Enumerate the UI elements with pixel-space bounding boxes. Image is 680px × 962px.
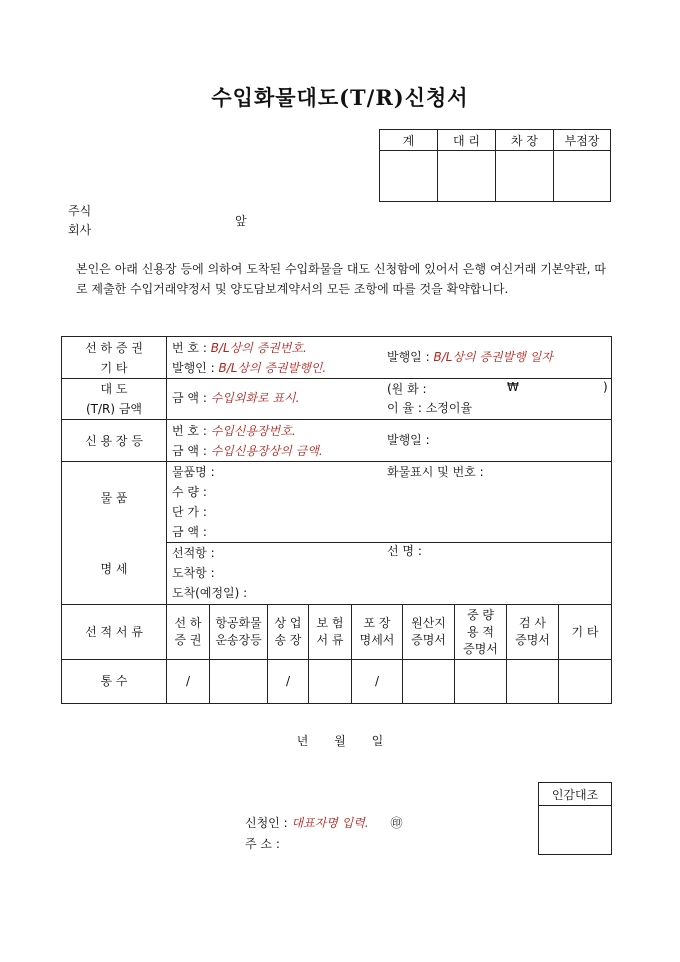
doc-col-inspection: 검 사 증명서 xyxy=(507,605,559,660)
signature-box[interactable] xyxy=(380,151,438,202)
lc-amount: 금 액 : 수입신용장상의 금액. xyxy=(172,443,323,458)
count-cell[interactable] xyxy=(309,660,352,704)
lc-number: 번 호 : 수입신용장번호. xyxy=(172,423,296,438)
count-cell[interactable] xyxy=(559,660,612,704)
won-close: ) xyxy=(603,380,608,394)
goods-qty: 수 량 : xyxy=(172,485,207,499)
doc-col-other: 기 타 xyxy=(559,605,612,660)
signature-box[interactable] xyxy=(554,151,611,202)
tr-amount-value[interactable]: 수입외화로 표시. xyxy=(210,391,300,405)
count-cell[interactable] xyxy=(507,660,559,704)
count-cell[interactable] xyxy=(403,660,455,704)
doc-col-bl: 선 하 증 권 xyxy=(167,605,210,660)
doc-col-insurance: 보 험 서 류 xyxy=(309,605,352,660)
applicant-name[interactable]: 대표자명 입력. xyxy=(291,816,369,830)
doc-col-weight: 중 량 용 적 증명서 xyxy=(455,605,507,660)
arrival-port: 도착항 : xyxy=(172,566,215,580)
document-title: 수입화물대도(T/R)신청서 xyxy=(211,85,469,110)
seal-check-header: 인감대조 xyxy=(539,783,612,806)
tr-cell xyxy=(167,379,612,420)
lc-number-value[interactable]: 수입신용장번호. xyxy=(210,423,296,438)
tr-label: 대 도 (T/R) 금액 xyxy=(62,379,167,420)
bl-cell xyxy=(167,337,612,379)
loading-port: 선적항 : xyxy=(172,546,215,560)
vessel-name: 선 명 : xyxy=(387,544,422,558)
lc-amount-value[interactable]: 수입신용장상의 금액. xyxy=(210,443,323,458)
signature-box[interactable] xyxy=(496,151,554,202)
approval-header: 대 리 xyxy=(438,130,496,151)
address-line: 주 소 : xyxy=(245,837,280,851)
seal-check-box[interactable] xyxy=(539,806,612,855)
seal-mark-icon: ㊞ xyxy=(390,816,403,830)
approval-header: 부점장 xyxy=(554,130,611,151)
intro-paragraph: 본인은 아래 신용장 등에 의하여 도착된 수입화물을 대도 신청함에 있어서 은행 여신거래 기본약관, 따로 제출한 수입거래약정서 및 양도담보계약서의 모든 조항에 따를 것을 확약합니다. xyxy=(76,262,606,296)
goods-unit-price: 단 가 : xyxy=(172,505,207,519)
date-line: 년 월 일 xyxy=(296,734,384,748)
bl-date: 발행일 : B/L상의 증권발행 일자 xyxy=(387,349,553,364)
seal-check-table xyxy=(538,782,612,855)
tr-amount: 금 액 : 수입외화로 표시. xyxy=(172,391,300,405)
tr-rate: 이 율 : 소정이율 xyxy=(387,401,473,415)
count-cell[interactable]: / xyxy=(167,660,210,704)
goods-amount: 금 액 : xyxy=(172,525,207,539)
bl-date-value[interactable]: B/L상의 증권발행 일자 xyxy=(433,349,553,364)
count-cell[interactable] xyxy=(210,660,268,704)
signature-box[interactable] xyxy=(438,151,496,202)
bl-number-value[interactable]: B/L상의 증권번호. xyxy=(210,340,307,355)
goods-name: 물품명 : xyxy=(172,465,215,479)
doc-col-airway: 항공화물 운송장등 xyxy=(210,605,268,660)
count-cell[interactable]: / xyxy=(352,660,403,704)
arrival-date: 도착(예정일) : xyxy=(172,586,248,600)
approval-header: 계 xyxy=(380,130,438,151)
lc-cell xyxy=(167,420,612,462)
bl-issuer: 발행인 : B/L상의 증권발행인. xyxy=(172,360,327,375)
won-symbol: ₩ xyxy=(507,380,519,394)
goods-label: 물 품 명 세 xyxy=(62,462,167,605)
approval-table xyxy=(379,129,611,202)
doc-col-origin: 원산지 증명서 xyxy=(403,605,455,660)
applicant-block xyxy=(245,813,403,855)
applicant-line: 신청인 : 대표자명 입력. ㊞ xyxy=(245,816,403,830)
bl-issuer-value[interactable]: B/L상의 증권발행인. xyxy=(218,360,327,375)
count-cell[interactable]: / xyxy=(268,660,309,704)
goods-cell xyxy=(167,462,612,605)
count-cell[interactable] xyxy=(455,660,507,704)
doc-col-invoice: 상 업 송 장 xyxy=(268,605,309,660)
bl-number: 번 호 : B/L상의 증권번호. xyxy=(172,340,307,355)
doc-col-packing: 포 장 명세서 xyxy=(352,605,403,660)
goods-mark: 화물표시 및 번호 : xyxy=(387,465,484,479)
lc-date: 발행일 : xyxy=(387,432,430,447)
docs-label: 선 적 서 류 xyxy=(62,605,167,660)
company-recipient-suffix: 앞 xyxy=(235,214,247,228)
lc-label: 신 용 장 등 xyxy=(62,420,167,462)
company-label: 주식 회사 xyxy=(68,204,92,237)
tr-won: (원 화 : xyxy=(387,382,427,396)
count-label: 통 수 xyxy=(62,660,167,704)
application-table xyxy=(61,336,612,704)
bl-label: 선 하 증 권 기 타 xyxy=(62,337,167,379)
approval-header: 차 장 xyxy=(496,130,554,151)
